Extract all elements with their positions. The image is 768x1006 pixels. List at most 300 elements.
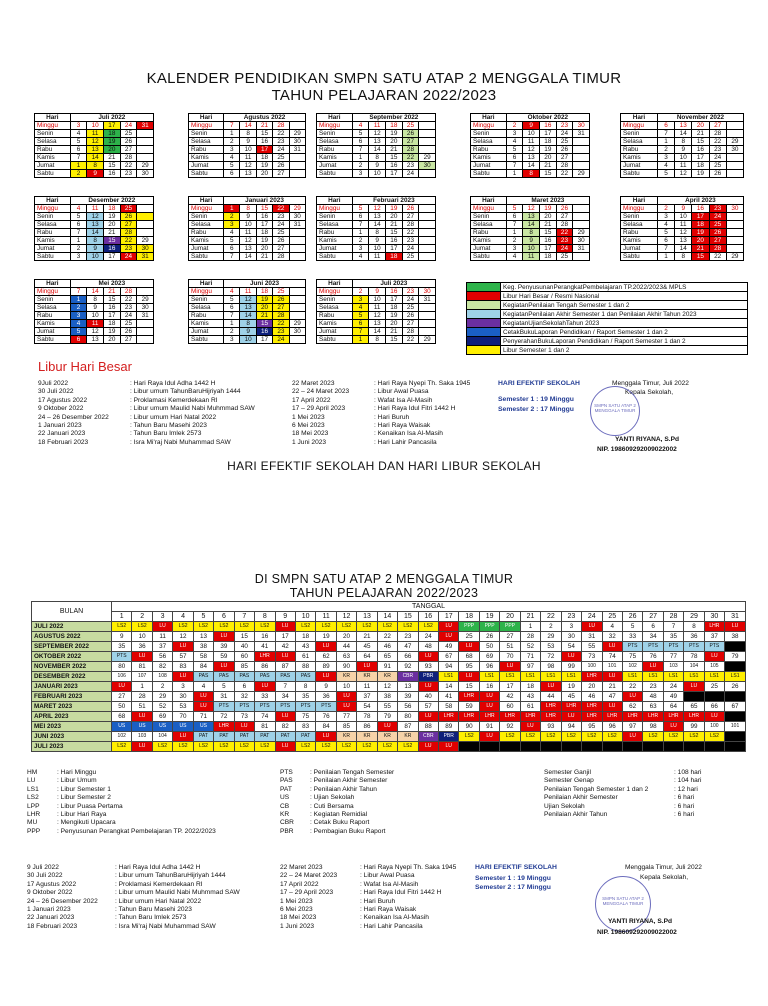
date-cell: 16 [692,205,709,213]
day-cell: 102 [112,732,132,742]
day-cell [479,742,499,752]
day-label: Jumat [471,162,507,170]
date-cell: 5 [352,312,369,320]
date-cell [419,237,436,245]
date-cell [289,237,305,245]
date-cell: 20 [692,237,709,245]
date-cell: 16 [256,328,272,336]
holiday-description: : Tahun Baru Imlek 2573 [115,914,187,922]
day-cell: LU [622,692,642,702]
date-cell: 18 [386,304,403,312]
day-cell: 47 [398,642,418,652]
day-cell: PTS [295,702,315,712]
day-label: Selasa [621,138,658,146]
day-cell: 7 [663,622,683,632]
day-cell: LS1 [520,672,540,682]
holiday-row [280,923,480,931]
day-cell: 98 [541,662,561,672]
date-cell: 9 [87,170,104,178]
date-cell: 10 [369,245,386,253]
holiday-date: 9 Oktober 2022 [38,405,84,413]
day-cell: LS2 [316,742,336,752]
holiday-description: : Wafat Isa Al-Masih [374,396,433,404]
date-cell: 31 [137,312,154,320]
holiday-row [38,422,288,430]
holiday-description: : Libur Awal Puasa [374,388,429,396]
day-cell: 39 [214,642,234,652]
day-cell: LHR [622,712,642,722]
day-cell: LS1 [643,672,663,682]
date-cell: 25 [556,138,573,146]
date-cell: 16 [540,237,557,245]
day-column-header: Hari [471,114,507,122]
day-column-header: Hari [35,280,71,288]
date-cell: 3 [657,213,674,221]
legend-label: KegiatanPenilaian Akhir Semester 1 dan Penilaian Akhir Tahun 2023 [501,310,748,319]
date-cell: 17 [104,253,121,261]
date-cell: 6 [352,320,369,328]
day-cell [561,742,581,752]
date-cell: 20 [386,320,403,328]
date-cell: 30 [726,146,743,154]
day-number-header: 3 [152,612,172,622]
month-name: Januari 2023 [224,197,306,205]
day-cell: 37 [357,692,377,702]
day-cell: 32 [602,632,622,642]
date-cell [726,229,743,237]
day-cell: LS2 [459,732,479,742]
date-cell: 26 [556,146,573,154]
holiday-description: : Libur Umum [57,777,97,785]
day-cell: LS1 [541,672,561,682]
holiday-row [27,803,277,811]
date-cell: 21 [540,162,557,170]
date-cell: 24 [273,336,289,344]
date-cell: 10 [240,146,256,154]
holiday-description: : Penyusunan Perangkat Pembelajaran TP. 2022/2023 [57,827,216,835]
date-cell [289,304,305,312]
day-cell: 24 [418,632,438,642]
holiday-description: : Proklamasi Kemerdekaan RI [115,880,203,888]
day-cell: LS2 [234,742,254,752]
day-cell: 28 [520,632,540,642]
date-cell [419,221,436,229]
day-cell: 84 [316,722,336,732]
date-cell: 8 [87,237,104,245]
day-cell: 30 [173,692,193,702]
day-label: Selasa [189,304,224,312]
holiday-date: 9 Juli 2022 [27,864,59,871]
month-name: Februari 2023 [352,197,435,205]
day-cell: 39 [398,692,418,702]
holiday-description: : Tahun Baru Masehi 2023 [130,422,207,430]
date-cell: 29 [289,130,305,138]
holiday-description: : Libur Puasa Pertama [57,802,123,810]
day-label: Selasa [317,138,353,146]
holiday-description: : Proklamasi Kemerdekaan RI [130,396,218,404]
date-cell: 11 [87,130,104,138]
date-cell: 4 [352,253,369,261]
day-cell: 36 [316,692,336,702]
holiday-row [38,397,288,405]
day-label: Senin [621,130,658,138]
day-label: Jumat [621,245,658,253]
holiday-description: : Pembagian Buku Raport [310,827,386,835]
holiday-date: 17 Agustus 2022 [38,396,88,404]
date-cell [573,154,590,162]
day-cell: LU [520,722,540,732]
date-cell: 7 [352,221,369,229]
holiday-date: 18 Februari 2023 [38,438,89,446]
day-cell: 5 [214,682,234,692]
day-cell: 100 [582,662,602,672]
day-cell: 92 [500,722,520,732]
date-cell: 13 [675,122,692,130]
day-cell: LHR [663,712,683,722]
day-label: Senin [317,296,353,304]
date-cell: 4 [224,229,240,237]
semester-2-weeks-2: Semester 2 : 17 Minggu [475,884,551,891]
date-cell: 27 [402,213,419,221]
date-cell: 30 [726,205,743,213]
day-cell: 10 [132,632,152,642]
day-cell: PTS [112,652,132,662]
date-cell: 22 [273,130,289,138]
day-cell: KR [357,672,377,682]
date-cell: 26 [402,312,419,320]
date-cell: 14 [240,122,256,130]
date-cell: 14 [675,130,692,138]
day-cell [725,742,746,752]
day-cell: LU [336,702,356,712]
day-number-header: 28 [663,612,683,622]
libur-hari-besar-title: Libur Hari Besar [38,359,132,374]
day-cell: LU [275,622,295,632]
holiday-row [280,889,480,897]
day-cell: 65 [377,652,397,662]
holiday-row [27,811,277,819]
date-cell: 14 [369,146,386,154]
day-cell: 96 [479,662,499,672]
day-label: Rabu [189,312,224,320]
day-number-header: 10 [295,612,315,622]
day-cell: 96 [602,722,622,732]
date-cell: 5 [657,170,674,178]
day-cell: LS2 [336,742,356,752]
date-cell: 2 [352,237,369,245]
date-cell: 30 [573,122,590,130]
date-cell: 2 [70,304,87,312]
day-cell: PAS [214,672,234,682]
date-cell: 7 [657,245,674,253]
date-cell: 6 [70,336,87,344]
day-cell: LU [418,712,438,722]
date-cell: 27 [709,237,726,245]
day-cell: LS2 [214,742,234,752]
day-number-header: 27 [643,612,663,622]
day-cell: 31 [582,632,602,642]
date-cell: 5 [70,328,87,336]
holiday-date: 18 Februari 2023 [27,922,78,930]
day-cell: 29 [152,692,172,702]
legend-label: Libur Semester 1 dan 2 [501,346,748,355]
day-cell: LU [439,622,459,632]
day-cell: LS1 [622,672,642,682]
day-cell: LS2 [520,732,540,742]
date-cell [726,170,743,178]
day-cell: 15 [234,632,254,642]
holiday-row [544,811,724,819]
holiday-description: : Cetak Buku Raport [310,819,370,827]
holiday-description: : Kenaikan Isa Al-Masih [360,914,429,922]
date-cell: 8 [240,320,256,328]
holiday-list-left [38,380,288,447]
day-cell: PAS [295,672,315,682]
day-cell: LS1 [684,672,704,682]
date-cell: 8 [87,162,104,170]
date-cell: 6 [506,213,523,221]
date-cell: 9 [369,237,386,245]
day-cell: 95 [459,662,479,672]
day-cell: 42 [275,642,295,652]
date-cell [573,146,590,154]
holiday-description: : Libur umum Hari Natal 2022 [130,413,217,421]
day-cell: PPP [479,622,499,632]
day-cell: LS2 [663,732,683,742]
day-cell: 93 [418,662,438,672]
day-cell: 78 [684,652,704,662]
holiday-description: : Libur umum TahunBaruHijriyah 1444 [130,388,241,396]
date-cell: 24 [120,253,137,261]
holiday-date: PPP [27,827,41,835]
holiday-row [280,864,480,872]
holiday-description: : Penilaian Akhir Semester [310,777,388,785]
day-number-header: 12 [336,612,356,622]
day-label: Jumat [189,162,224,170]
date-cell: 12 [369,205,386,213]
day-cell: LU [214,662,234,672]
date-cell: 7 [70,229,87,237]
date-cell: 15 [540,170,557,178]
date-cell: 9 [240,138,256,146]
day-cell [622,742,642,752]
date-cell: 18 [104,205,121,213]
legend-swatch [467,337,501,346]
day-cell: LS2 [582,732,602,742]
date-cell: 19 [540,205,557,213]
date-cell: 29 [137,237,154,245]
day-cell: PPP [500,622,520,632]
holiday-description: : 108 hari [674,769,702,776]
holiday-row [27,898,287,906]
day-cell: LU [704,652,724,662]
day-cell: 44 [336,642,356,652]
day-cell: LS2 [214,622,234,632]
day-number-header: 1 [112,612,132,622]
holiday-row [292,430,492,438]
day-cell: 3 [561,622,581,632]
date-cell: 25 [120,130,137,138]
holiday-row [544,803,724,811]
date-cell: 28 [120,154,137,162]
day-label: Selasa [317,304,353,312]
date-cell: 10 [87,312,104,320]
date-cell: 4 [224,154,240,162]
day-cell: KR [377,732,397,742]
date-cell [419,245,436,253]
holiday-date: 18 Mei 2023 [280,914,317,922]
day-cell: 52 [152,702,172,712]
date-cell: 28 [273,253,289,261]
date-cell: 2 [352,288,369,296]
day-cell: LS2 [112,742,132,752]
date-cell [419,229,436,237]
day-cell: 51 [132,702,152,712]
day-label: Rabu [35,229,71,237]
day-cell: 59 [459,702,479,712]
holiday-date: LHR [27,811,41,819]
holiday-row [27,881,287,889]
holiday-description: : Penilaian Tengah Semester [310,769,395,776]
day-cell: PAT [214,732,234,742]
month-grid [470,196,590,261]
day-label: Rabu [317,312,353,320]
date-cell: 12 [523,205,540,213]
day-cell: 40 [418,692,438,702]
holiday-date: 22 Januari 2023 [27,914,75,922]
effective-holiday-title: HARI EFEKTIF SEKOLAH DAN HARI LIBUR SEKOLAH [227,459,541,473]
day-cell: 27 [112,692,132,702]
date-cell: 5 [224,296,240,304]
day-cell: 41 [255,642,275,652]
date-cell: 27 [556,213,573,221]
holiday-description: : Isra Mi'raj Nabi Muhammad SAW [115,922,216,930]
day-cell: 32 [234,692,254,702]
date-cell: 17 [540,130,557,138]
month-row-label: NOVEMBER 2022 [32,662,112,672]
day-cell: 76 [643,652,663,662]
holiday-description: : Hari Raya Idul Fitri 1442 H [374,405,456,413]
holiday-row [292,414,492,422]
day-cell: 38 [377,692,397,702]
day-cell: 68 [112,712,132,722]
date-cell [137,336,154,344]
date-cell: 13 [369,320,386,328]
color-legend [466,282,748,355]
day-cell [663,742,683,752]
holiday-row [27,906,287,914]
date-cell: 25 [556,253,573,261]
day-cell: LHR [479,712,499,722]
holiday-date: 17 – 29 April 2023 [280,889,334,897]
day-cell [684,742,704,752]
date-cell: 2 [70,245,87,253]
holiday-row [38,414,288,422]
semester-1-weeks-2: Semester 1 : 19 Minggu [475,875,551,882]
day-cell: LS2 [541,732,561,742]
date-cell: 9 [240,328,256,336]
month-row-label: DESEMBER 2022 [32,672,112,682]
day-label: Jumat [189,328,224,336]
day-cell: US [193,722,213,732]
date-cell: 24 [273,221,289,229]
day-cell: 40 [234,642,254,652]
day-cell: 105 [704,662,724,672]
day-label: Sabtu [621,170,658,178]
date-cell: 16 [386,288,403,296]
date-cell [573,253,590,261]
day-label: Minggu [471,122,507,130]
day-label: Minggu [189,122,224,130]
day-column-header: Hari [35,114,71,122]
day-label: Minggu [621,122,658,130]
date-cell: 11 [675,221,692,229]
day-cell: PTS [275,702,295,712]
day-cell: LS2 [193,622,213,632]
day-number-header: 15 [398,612,418,622]
holiday-date: LS1 [27,785,39,793]
date-cell: 1 [657,138,674,146]
day-cell: 13 [193,632,213,642]
date-cell: 17 [386,170,403,178]
date-cell: 12 [369,130,386,138]
day-cell: 43 [520,692,540,702]
day-cell: LS1 [479,672,499,682]
day-cell: LS2 [398,742,418,752]
day-cell: LU [500,662,520,672]
date-cell: 9 [87,304,104,312]
month-row-label: APRIL 2023 [32,712,112,722]
day-cell: LS1 [704,672,724,682]
date-cell [289,154,305,162]
date-cell: 9 [87,245,104,253]
date-cell: 16 [104,170,121,178]
day-label: Kamis [189,154,224,162]
date-cell: 6 [224,170,240,178]
day-cell [520,742,540,752]
date-cell: 21 [256,312,272,320]
holiday-description: : Tahun Baru Masehi 2023 [115,906,192,914]
date-cell: 14 [675,245,692,253]
date-cell: 16 [386,237,403,245]
day-cell: 37 [704,632,724,642]
holiday-row [280,803,530,811]
day-cell: PTS [214,702,234,712]
holiday-description: : Hari Raya Idul Adha 1442 H [115,864,201,871]
day-cell: LU [479,732,499,742]
day-label: Minggu [35,288,71,296]
date-cell: 8 [369,229,386,237]
day-column-header: Hari [317,197,353,205]
day-cell: 90 [459,722,479,732]
day-cell: 88 [295,662,315,672]
holiday-date: 30 Juli 2022 [38,388,74,396]
day-cell: 42 [500,692,520,702]
day-cell: 71 [520,652,540,662]
date-cell: 22 [120,296,137,304]
date-cell: 19 [256,296,272,304]
date-cell: 23 [402,237,419,245]
holiday-row [280,786,530,794]
holiday-date: 1 Januari 2023 [27,906,71,914]
month-grid [620,113,744,178]
principal-role-2: Kepala Sekolah, [640,874,689,881]
holiday-date: 24 – 26 Desember 2022 [38,413,109,421]
date-cell: 15 [386,229,403,237]
day-cell: 58 [439,702,459,712]
day-number-header: 5 [193,612,213,622]
date-cell: 20 [104,336,121,344]
